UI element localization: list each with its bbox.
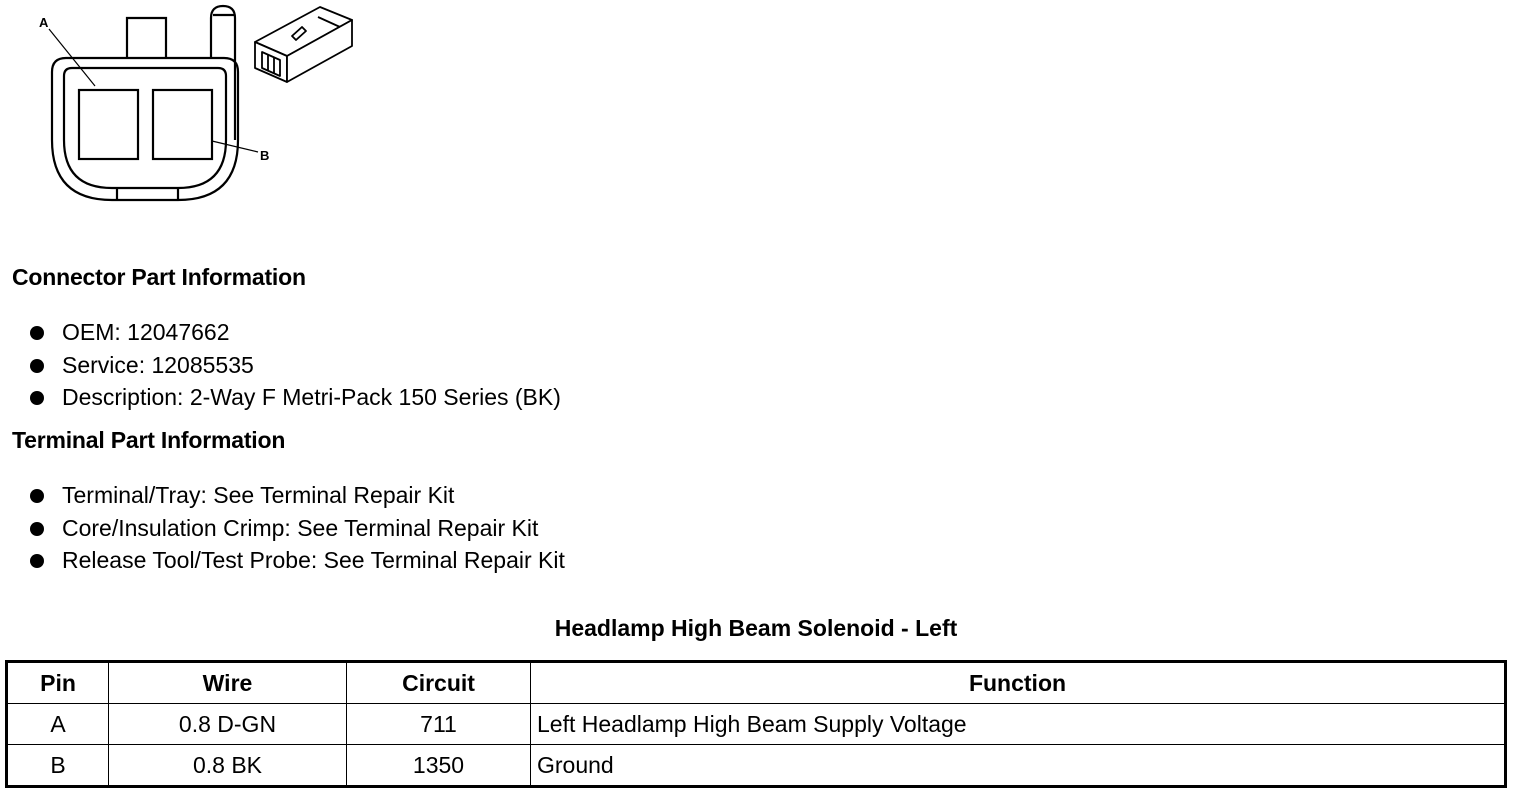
list-item-text: OEM: 12047662 [62, 319, 230, 345]
column-header-wire: Wire [109, 662, 347, 704]
bullet-icon [30, 326, 44, 340]
pin-cell: B [7, 745, 109, 787]
connector-iso-icon [255, 7, 352, 82]
pinout-table [5, 660, 1507, 788]
list-item-text: Service: 12085535 [62, 351, 254, 378]
list-item-text: Terminal/Tray: See Terminal Repair Kit [62, 482, 455, 508]
bullet-icon [30, 391, 44, 405]
table-title: Headlamp High Beam Solenoid - Left [554, 615, 958, 641]
pin-a-label: A [39, 15, 49, 30]
bullet-icon [30, 489, 44, 503]
bullet-icon [30, 554, 44, 568]
connector-part-info-list [30, 316, 561, 414]
wire-cell: 0.8 D-GN [109, 704, 347, 745]
list-item-text: Description: 2-Way F Metri-Pack 150 Series (BK) [62, 384, 561, 411]
connector-face-diagram [0, 0, 380, 220]
function-cell: Left Headlamp High Beam Supply Voltage [531, 704, 1506, 745]
circuit-cell: 711 [347, 704, 531, 745]
list-item-text: Release Tool/Test Probe: See Terminal Repair Kit [62, 547, 565, 574]
list-item [30, 381, 561, 414]
table-row [7, 704, 1506, 745]
connector-part-info-heading: Connector Part Information [12, 264, 306, 290]
pin-b-label: B [260, 148, 270, 163]
terminal-part-info-heading: Terminal Part Information [12, 427, 286, 453]
table-header-row [7, 662, 1506, 704]
terminal-part-info-list [30, 479, 565, 577]
table-row [7, 745, 1506, 787]
list-item [30, 512, 565, 545]
wire-cell: 0.8 BK [109, 745, 347, 787]
column-header-pin: Pin [7, 662, 109, 704]
list-item [30, 316, 561, 349]
list-item [30, 544, 565, 577]
column-header-function: Function [531, 662, 1506, 704]
circuit-cell: 1350 [347, 745, 531, 787]
bullet-icon [30, 359, 44, 373]
list-item [30, 349, 561, 382]
function-cell: Ground [531, 745, 1506, 787]
bullet-icon [30, 522, 44, 536]
list-item [30, 479, 565, 512]
column-header-circuit: Circuit [347, 662, 531, 704]
pin-cell: A [7, 704, 109, 745]
list-item-text: Core/Insulation Crimp: See Terminal Repair Kit [62, 514, 539, 541]
